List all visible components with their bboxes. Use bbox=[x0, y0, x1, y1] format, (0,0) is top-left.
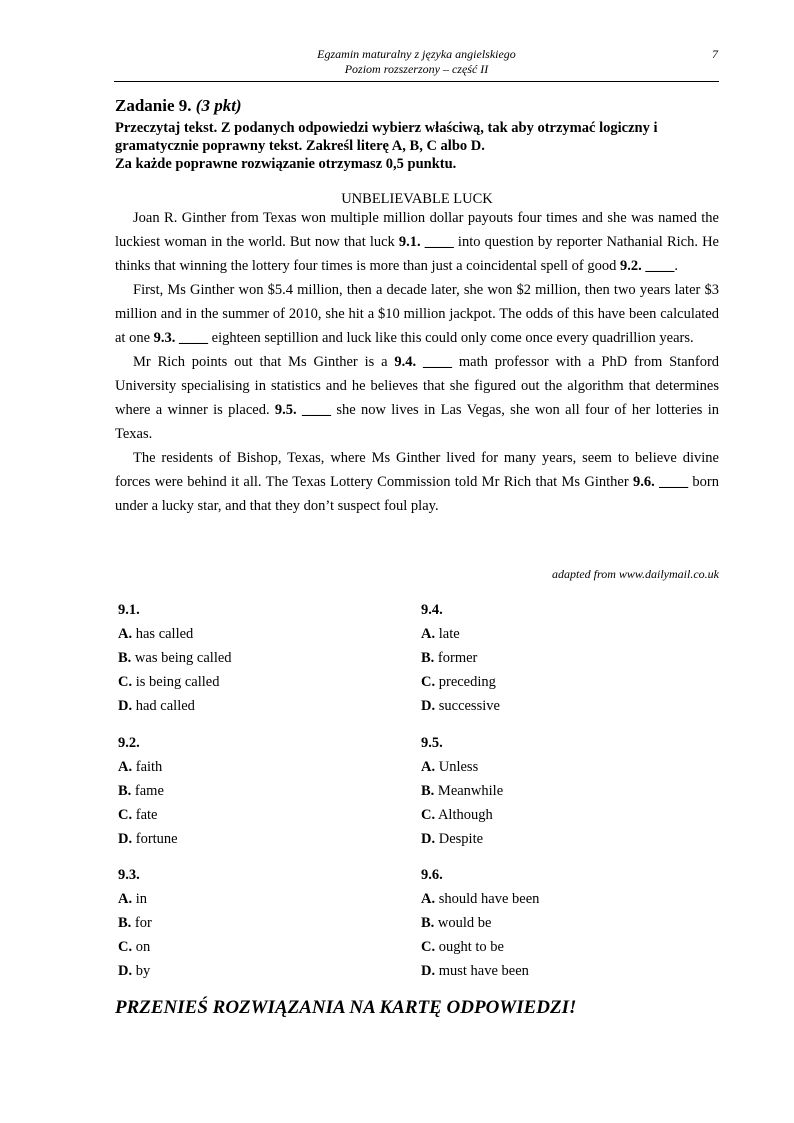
task-points: (3 pkt) bbox=[195, 96, 242, 115]
task-scoring-note: Za każde poprawne rozwiązanie otrzymasz 0,5 punktu. bbox=[115, 156, 457, 172]
answer-option[interactable]: B. for bbox=[118, 915, 152, 931]
answer-option[interactable]: C. is being called bbox=[118, 674, 220, 690]
answer-option[interactable]: D. had called bbox=[118, 698, 195, 714]
answer-option[interactable]: C. Although bbox=[421, 807, 493, 823]
story-paragraph bbox=[115, 206, 719, 278]
answer-option[interactable]: C. ought to be bbox=[421, 939, 504, 955]
answer-option[interactable]: A. in bbox=[118, 891, 148, 907]
story-text-segment: Joan R. Ginther from Texas won multiple million dollar payouts four times and she was named the luckiest woman in the world. But now that luck bbox=[115, 210, 719, 250]
question-9-2 bbox=[118, 731, 398, 851]
answer-option[interactable]: B. former bbox=[421, 650, 478, 666]
answer-option[interactable]: A. should have been bbox=[421, 891, 540, 907]
answer-option[interactable]: A. Unless bbox=[421, 759, 479, 775]
task-instruction: Przeczytaj tekst. Z podanych odpowiedzi wybierz właściwą, tak aby otrzymać logiczny i gramatycznie poprawny tekst. Zakreśl literę A, B, C albo D. bbox=[115, 120, 658, 154]
transfer-answers-notice: PRZENIEŚ ROZWIĄZANIA NA KARTĘ ODPOWIEDZI! bbox=[115, 997, 577, 1018]
answer-option[interactable]: D. successive bbox=[421, 698, 500, 714]
story-paragraph bbox=[115, 446, 719, 518]
story-paragraph bbox=[115, 350, 719, 446]
story-paragraph bbox=[115, 278, 719, 350]
gap-9-1: 9.1. ____ bbox=[398, 234, 454, 250]
answer-option[interactable]: B. would be bbox=[421, 915, 492, 931]
gap-9-3: 9.3. ____ bbox=[153, 330, 209, 346]
question-number: 9.1. bbox=[118, 602, 140, 618]
answer-option[interactable]: B. fame bbox=[118, 783, 164, 799]
answer-option[interactable]: A. has called bbox=[118, 626, 194, 642]
question-number: 9.2. bbox=[118, 735, 140, 751]
answer-option[interactable]: C. preceding bbox=[421, 674, 496, 690]
gap-9-5: 9.5. ____ bbox=[274, 402, 331, 418]
question-9-1 bbox=[118, 598, 398, 718]
story-text-segment: she now lives in Las Vegas, she won all four of her lotteries in Texas. bbox=[115, 402, 719, 442]
story-text-segment: into question by reporter Nathanial Rich. He thinks that winning the lottery four times is more than just a coincidental spell of good bbox=[115, 234, 719, 274]
gap-9-4: 9.4. ____ bbox=[394, 354, 453, 370]
question-9-5 bbox=[421, 731, 701, 851]
question-number: 9.5. bbox=[421, 735, 443, 751]
question-9-4 bbox=[421, 598, 701, 718]
task-number: Zadanie 9. bbox=[115, 96, 192, 115]
header-divider bbox=[114, 81, 719, 82]
answer-option[interactable]: B. Meanwhile bbox=[421, 783, 504, 799]
story-text-segment: . bbox=[674, 258, 678, 274]
story-text-segment: Mr Rich points out that Ms Ginther is a bbox=[133, 354, 395, 370]
answer-option[interactable]: C. fate bbox=[118, 807, 158, 823]
story-text-segment: First, Ms Ginther won $5.4 million, then a decade later, she won $2 million, then two years later $3 million and in the summer of 2010, she hit a $10 million jackpot. The odds of this have been calculated at one bbox=[115, 282, 719, 346]
story-text-segment: The residents of Bishop, Texas, where Ms Ginther lived for many years, seem to believe divine forces were behind it all. The Texas Lottery Commission told Mr Rich that Ms Ginther bbox=[115, 450, 719, 490]
story-text-segment: eighteen septillion and luck like this could only come once every quadrillion years. bbox=[208, 330, 694, 346]
page-header bbox=[115, 47, 718, 77]
story-text-segment: born under a lucky star, and that they don’t suspect foul play. bbox=[115, 474, 719, 514]
gap-9-2: 9.2. ____ bbox=[620, 258, 675, 274]
header-exam-title: Egzamin maturalny z języka angielskiego bbox=[317, 47, 516, 61]
answer-option[interactable]: D. by bbox=[118, 963, 151, 979]
header-exam-level: Poziom rozszerzony – część II bbox=[344, 62, 489, 76]
question-9-3 bbox=[118, 863, 398, 983]
task-title bbox=[115, 96, 719, 116]
question-9-6 bbox=[421, 863, 701, 983]
task-header bbox=[115, 96, 719, 173]
source-attribution: adapted from www.dailymail.co.uk bbox=[552, 567, 719, 581]
answer-option[interactable]: D. fortune bbox=[118, 831, 178, 847]
answer-option[interactable]: A. faith bbox=[118, 759, 163, 775]
story-text-segment: math professor with a PhD from Stanford University specialising in statistics and he believes that she figured out the algorithm that determines where a winner is placed. bbox=[115, 354, 720, 418]
answer-option[interactable]: B. was being called bbox=[118, 650, 232, 666]
answer-option[interactable]: D. must have been bbox=[421, 963, 529, 979]
page-number: 7 bbox=[712, 47, 718, 61]
gap-9-6: 9.6. ____ bbox=[633, 474, 689, 490]
question-number: 9.4. bbox=[421, 602, 443, 618]
story-text bbox=[115, 206, 719, 518]
question-number: 9.3. bbox=[118, 867, 140, 883]
question-number: 9.6. bbox=[421, 867, 443, 883]
answer-option[interactable]: C. on bbox=[118, 939, 151, 955]
answer-option[interactable]: A. late bbox=[421, 626, 460, 642]
story-title: UNBELIEVABLE LUCK bbox=[341, 191, 493, 207]
answer-option[interactable]: D. Despite bbox=[421, 831, 484, 847]
